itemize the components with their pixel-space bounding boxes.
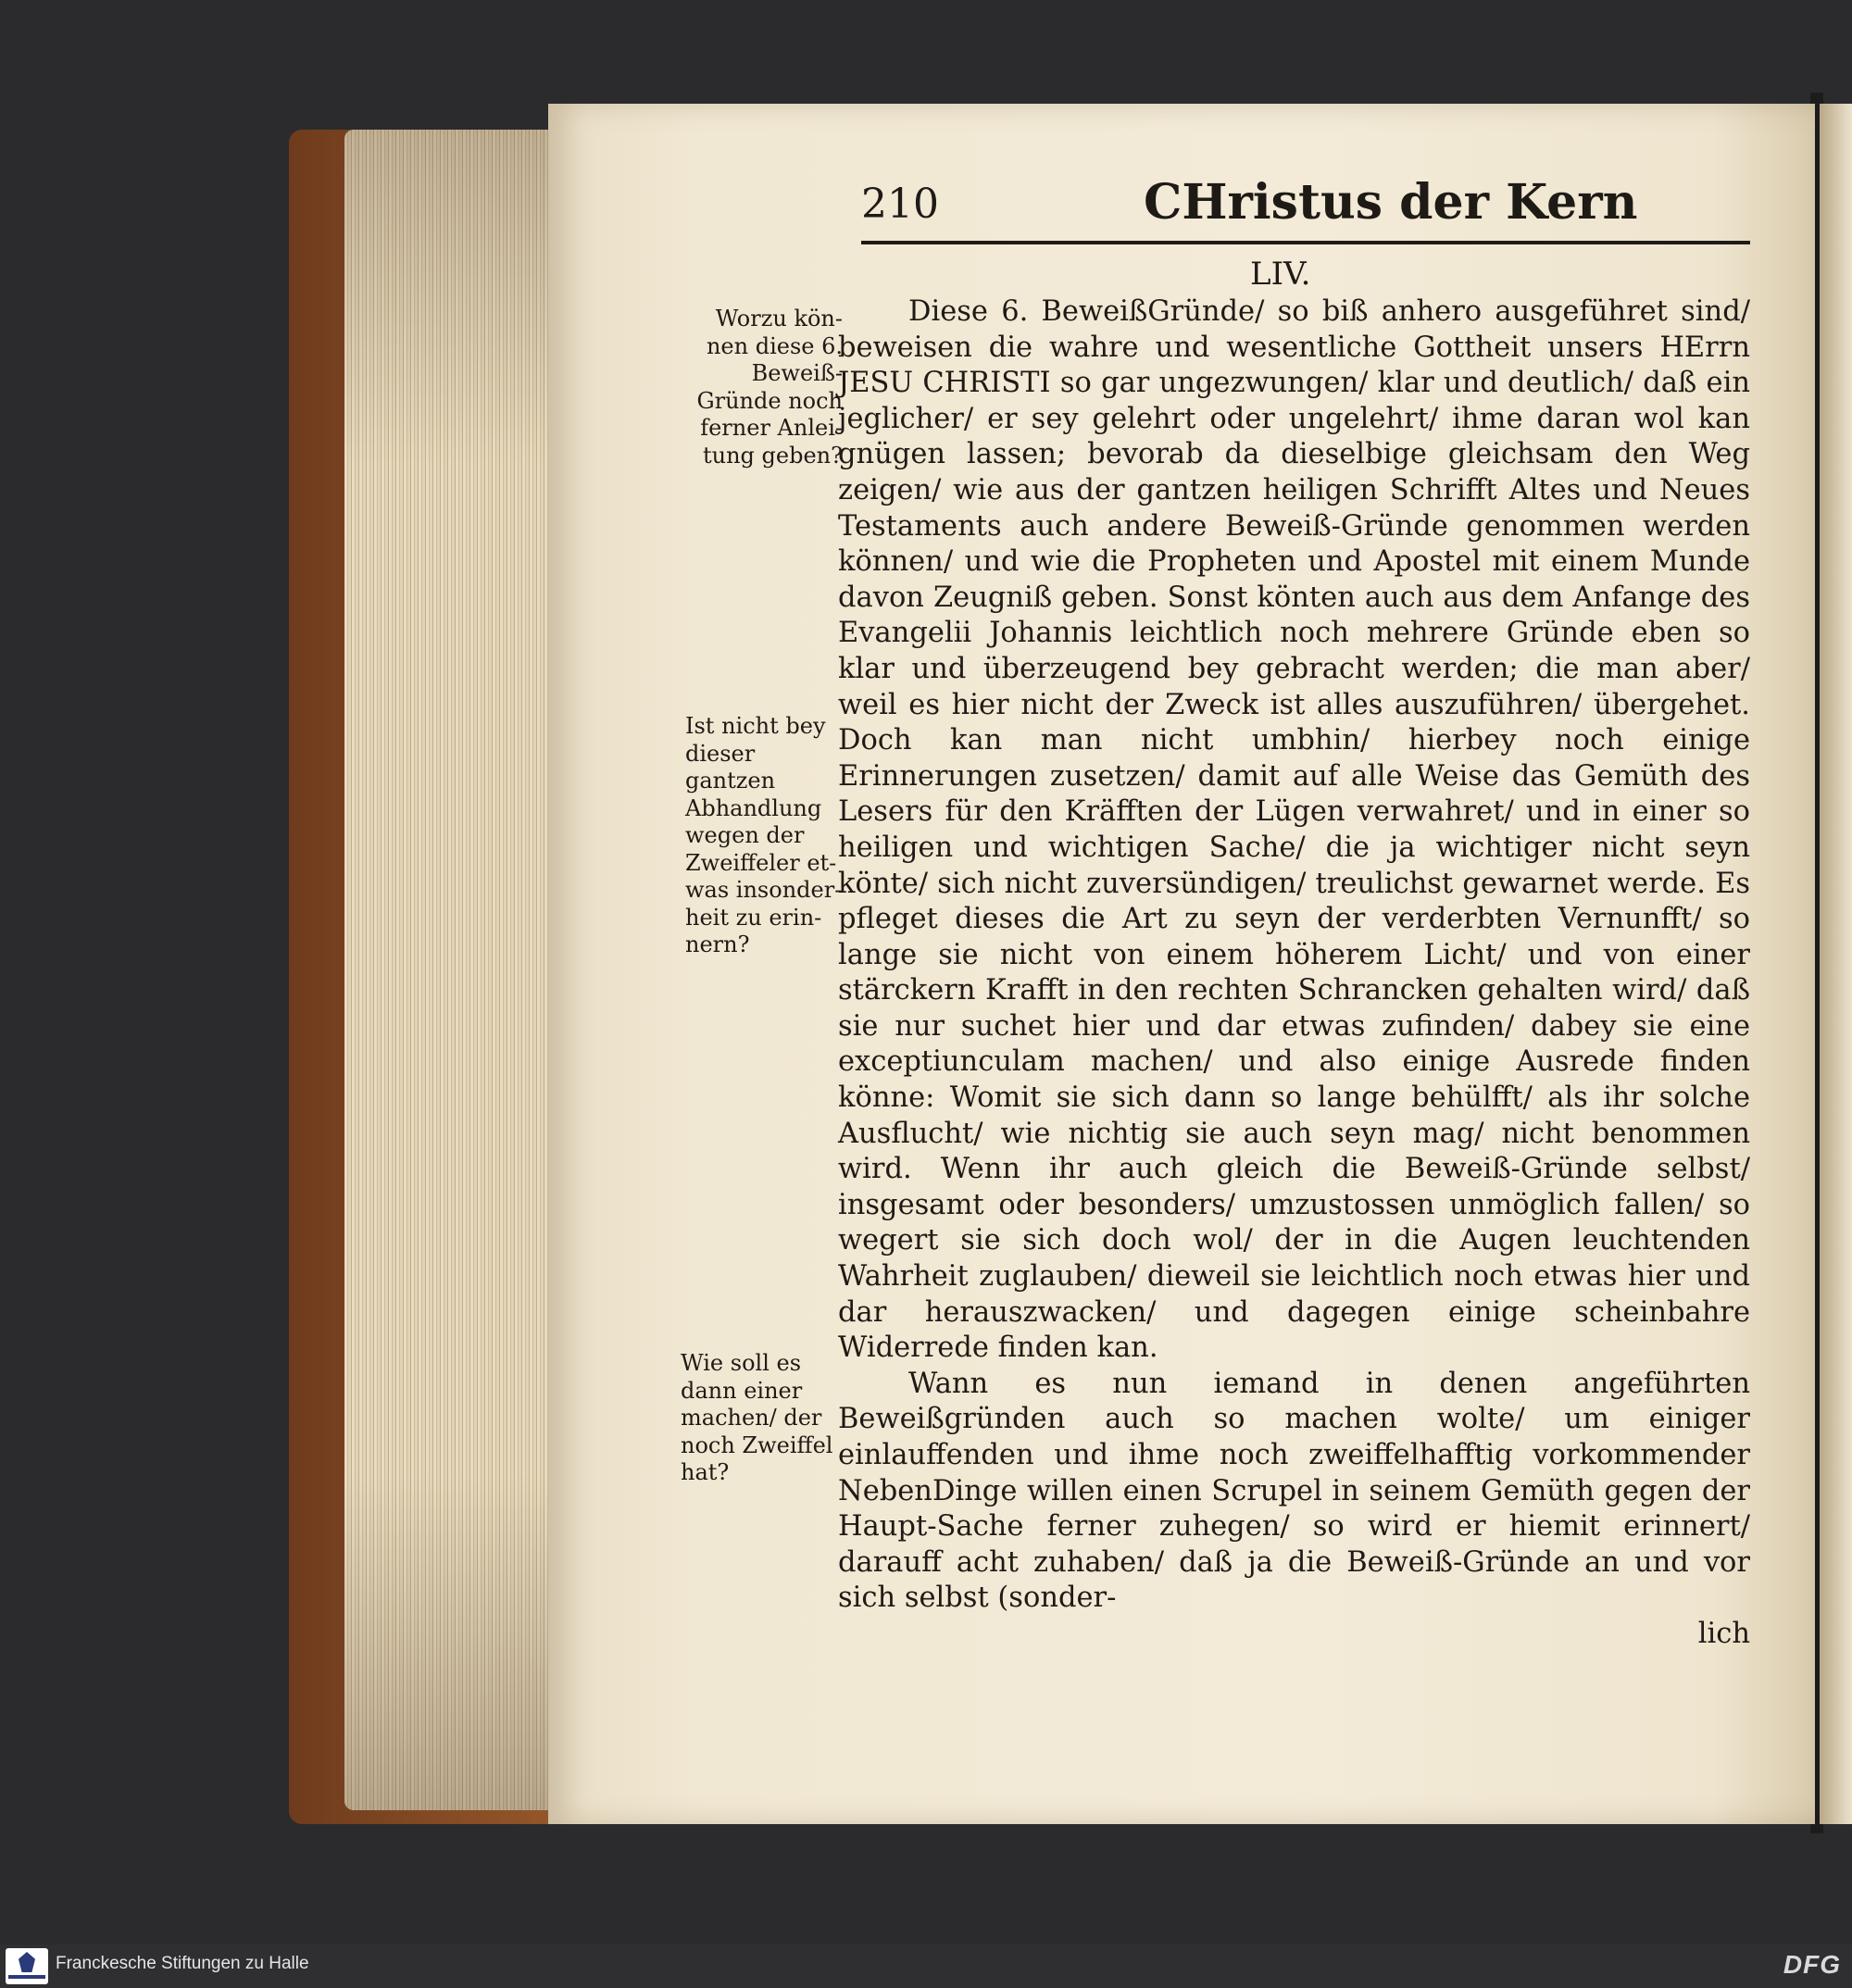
dfg-logo[interactable]: DFG	[1783, 1950, 1841, 1979]
page-number: 210	[861, 181, 939, 228]
marginal-note: Wie soll es dann einer machen/ der noch Zweiffel hat?	[681, 1350, 833, 1485]
running-title: CHristus der Kern	[1144, 174, 1638, 231]
institution-logo[interactable]	[6, 1948, 48, 1984]
institution-label[interactable]: Franckesche Stiftungen zu Halle	[56, 1954, 309, 1973]
page-edges-shade	[344, 130, 557, 1810]
paragraph: Diese 6. BeweißGründe/ so biß anhero ausgeführet sind/ beweisen die wahre und wesentliche Gottheit unsers HErrn JESU CHRISTI so gar ungezwungen/ klar und deutlich/ daß ein jeglicher/ er sey gelehrt oder ungelehrt/ ihme daran wol kan gnügen lassen; bevorab da dieselbige gleichsam den Weg zeigen/ wie aus der gantzen heiligen Schrifft Altes und Neues Testaments auch andere Beweiß-Gründe genommen werden können/ und wie die Propheten und Apostel mit einem Munde davon Zeugniß geben. Sonst könten auch aus dem Anfange des Evangelii Johannis leichtlich noch mehrere Gründe eben so klar und überzeugend bey gebracht werden; die man aber/ weil es hier nicht der Zweck ist alles auszuführen/ übergehet. Doch kan man nicht umbhin/ hierbey noch einige Erinnerungen zusetzen/ damit auf alle Weise das Gemüth des Lesers für den Kräfften der Lügen verwahret/ und in einer so heiligen und wichtigen Sache/ die ja wichtiger nicht seyn könte/ sich nicht zuversündigen/ treulichst gewarnet werde. Es pfleget dieses die Art zu seyn der verderbten Vernunfft/ so lange sie nicht von einem höherem Licht/ und von einer stärckern Krafft in den rechten Schrancken gehalten wird/ daß sie nur suchet hier und dar etwas zufinden/ dabey sie eine exceptiunculam machen/ und also einige Ausrede finden könne: Womit sie sich dann so lange behülfft/ als ihr solche Ausflucht/ wie nichtig sie auch seyn mag/ nicht benommen wird. Wenn ihr auch gleich die Beweiß-Gründe selbst/ insgesamt oder besonders/ umzustossen unmöglich fallen/ so wegert sie sich doch wol/ der in die Augen leuchtenden Wahrheit zuglauben/ dieweil sie leichtlich noch etwas hier und dar herauszwacken/ und dagegen einige scheinbahre Widerrede finden kan.	[838, 295, 1750, 1365]
crest-icon	[19, 1952, 35, 1972]
chapter-number: LIV.	[1250, 256, 1311, 293]
marginal-note: Ist nicht bey dieser gantzen Abhandlung wegen der Zweiffeler et- was insonder- heit zu erin- nern?	[685, 713, 843, 957]
facing-page-edge	[1820, 104, 1852, 1824]
paragraph: Wann es nun iemand in denen angeführten Beweißgründen auch so machen wolte/ um einiger einlauffenden und ihme noch zweiffelhafftig vorkommender NebenDinge willen einen Scrupel in seinem Gemüth gegen der Haupt-Sache ferner zuhegen/ so wird er hiemit erinnert/ darauff acht zuhaben/ daß ja die Beweiß-Gründe an und vor sich selbst (sonder-	[838, 1367, 1750, 1615]
viewer-footer	[0, 1944, 1852, 1988]
page-header	[861, 176, 1750, 244]
logo-underline-icon	[8, 1975, 45, 1979]
marginal-note: Worzu kön- nen diese 6. Beweiß- Gründe noch ferner Anlei- tung geben?	[696, 306, 843, 469]
main-text	[838, 294, 1750, 1653]
catchword: lich	[1697, 1617, 1750, 1650]
